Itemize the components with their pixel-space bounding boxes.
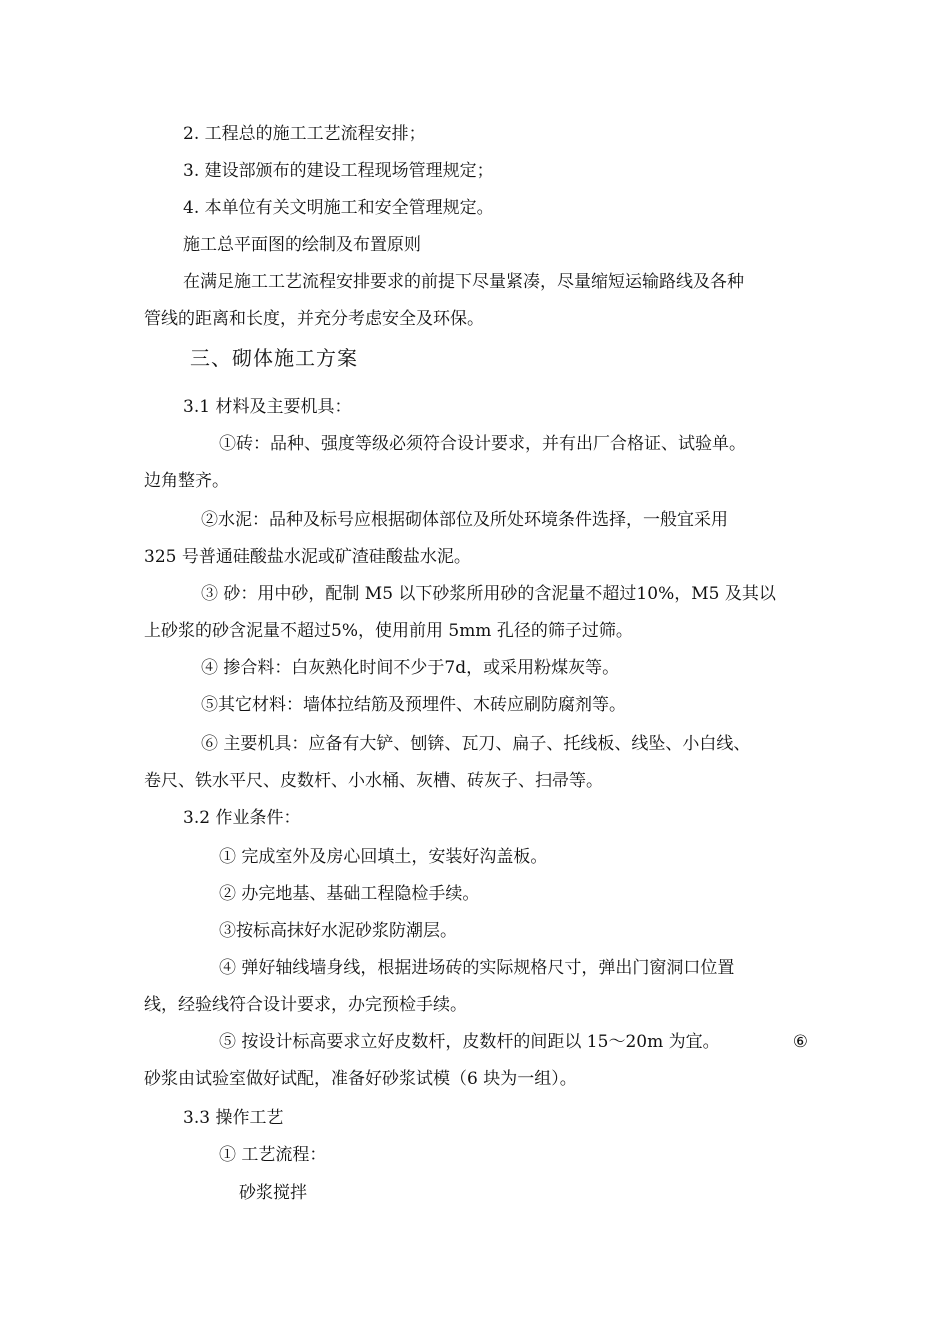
subsection-title-3-3: 3.3 操作工艺: [183, 1108, 284, 1128]
paragraph-line: ④ 掺合料：白灰熟化时间不少于7d，或采用粉煤灰等。: [201, 658, 620, 678]
paragraph-line: ⑤其它材料：墙体拉结筋及预埋件、木砖应刷防腐剂等。: [201, 695, 626, 715]
paragraph-line: ③ 砂：用中砂，配制 M5 以下砂浆所用砂的含泥量不超过10%，M5 及其以: [201, 584, 776, 604]
paragraph-line: 在满足施工工艺流程安排要求的前提下尽量紧凑，尽量缩短运输路线及各种: [183, 272, 744, 292]
list-item-2: 2. 工程总的施工工艺流程安排；: [183, 124, 426, 144]
paragraph-line: 上砂浆的砂含泥量不超过5%，使用前用 5mm 孔径的筛子过筛。: [144, 621, 633, 641]
paragraph-line: ③按标高抹好水泥砂浆防潮层。: [219, 921, 457, 941]
paragraph-line: ⑥ 主要机具：应备有大铲、刨锛、瓦刀、扁子、托线板、线坠、小白线、: [201, 734, 751, 754]
subsection-title-3-2: 3.2 作业条件：: [183, 808, 301, 828]
subheading-layout-principles: 施工总平面图的绘制及布置原则: [183, 235, 421, 255]
paragraph-line-end: ⑥: [792, 1032, 808, 1052]
paragraph-line: ④ 弹好轴线墙身线，根据进场砖的实际规格尺寸，弹出门窗洞口位置: [219, 958, 735, 978]
paragraph-line: ① 完成室外及房心回填土，安装好沟盖板。: [219, 847, 548, 867]
paragraph-line: ① 工艺流程：: [219, 1145, 327, 1165]
list-item-4: 4. 本单位有关文明施工和安全管理规定。: [183, 198, 494, 218]
paragraph-line: ②水泥：品种及标号应根据砌体部位及所处环境条件选择，一般宜采用: [201, 510, 728, 530]
paragraph-line: ② 办完地基、基础工程隐检手续。: [219, 884, 480, 904]
paragraph-line: 线，经验线符合设计要求，办完预检手续。: [144, 995, 467, 1015]
paragraph-line: ①砖：品种、强度等级必须符合设计要求，并有出厂合格证、试验单。: [219, 434, 746, 454]
paragraph-line: 325 号普通硅酸盐水泥或矿渣硅酸盐水泥。: [144, 547, 471, 567]
paragraph-line: 砂浆由试验室做好试配，准备好砂浆试模（6 块为一组）。: [144, 1069, 577, 1089]
section-heading: 三、砌体施工方案: [190, 346, 358, 370]
paragraph-line: 边角整齐。: [144, 471, 229, 491]
paragraph-line: 管线的距离和长度，并充分考虑安全及环保。: [144, 309, 484, 329]
list-item-3: 3. 建设部颁布的建设工程现场管理规定；: [183, 161, 494, 181]
subsection-title-3-1: 3.1 材料及主要机具：: [183, 397, 352, 417]
paragraph-line: [219, 1030, 808, 1054]
paragraph-line: 卷尺、铁水平尺、皮数杆、小水桶、灰槽、砖灰子、扫帚等。: [144, 771, 603, 791]
process-step: 砂浆搅拌: [239, 1183, 307, 1203]
paragraph-line-start: ⑤ 按设计标高要求立好皮数杆，皮数杆的间距以 15～20m 为宜。: [219, 1032, 720, 1052]
